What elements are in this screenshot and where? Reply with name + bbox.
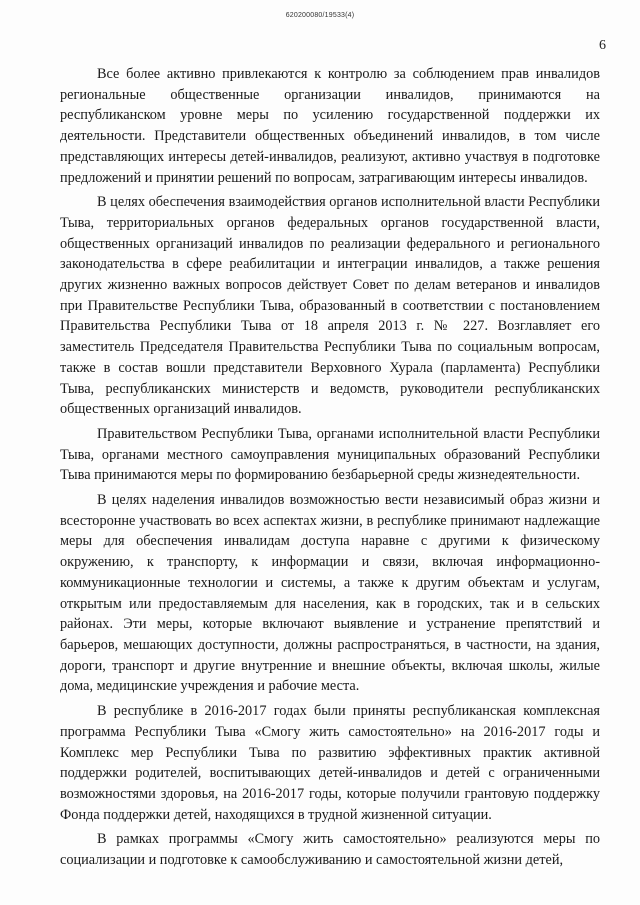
page-number: 6	[599, 38, 606, 53]
paragraph: В целях наделения инвалидов возможностью вести независимый образ жизни и всесторонне участвовать во всех аспектах жизни, в республике принимают надлежащие меры для обеспечения инвалидам доступа наравне с другими к физическому окружению, к транспорту, к информации и связи, включая информационно-коммуникационные технологии и системы, а также к другим объектам и услугам, открытым или предоставляемым для населения, как в городских, так и в сельских районах. Эти меры, которые включают выявление и устранение препятствий и барьеров, мешающих доступности, должны распространяться, в частности, на здания, дороги, транспорт и другие внутренние и внешние объекты, включая школы, жилые дома, медицинские учреждения и рабочие места.	[60, 492, 600, 695]
paragraph: В республике в 2016-2017 годах были приняты республиканская комплексная программа Республики Тыва «Смогу жить самостоятельно» на 2016-2017 годы и Комплекс мер Республики Тыва по развитию эффективных практик активной поддержки родителей, воспитывающих детей-инвалидов и детей с ограниченными возможностями здоровья, на 2016-2017 годы, которые получили грантовую поддержку Фонда поддержки детей, находящихся в трудной жизненной ситуации.	[60, 703, 600, 823]
paragraph: В рамках программы «Смогу жить самостоятельно» реализуются меры по социализации и подготовке к самообслуживанию и самостоятельной жизни детей,	[60, 831, 600, 869]
paragraph: В целях обеспечения взаимодействия органов исполнительной власти Республики Тыва, территориальных органов федеральных органов государственной власти, общественных организаций инвалидов по реализации федерального и регионального законодательства в сфере реабилитации и интеграции инвалидов, а также решения других жизненно важных вопросов действует Совет по делам ветеранов и инвалидов при Правительстве Республики Тыва, образованный в соответствии с постановлением Правительства Республики Тыва от 18 апреля 2013 г. № 227. Возглавляет его заместитель Председателя Правительства Республики Тыва по социальным вопросам, также в состав вошли представители Верховного Хурала (парламента) Республики Тыва, республиканских министерств и ведомств, руководители республиканских общественных организаций инвалидов.	[60, 194, 600, 418]
paragraph: Все более активно привлекаются к контролю за соблюдением прав инвалидов региональные общественные организации инвалидов, принимаются на республиканском уровне меры по усилению государственной поддержки их деятельности. Представители общественных объединений инвалидов, в том числе представляющих интересы детей-инвалидов, реализуют, активно участвуя в подготовке предложений и принятии решений по вопросам, затрагивающим интересы инвалидов.	[60, 66, 600, 186]
document-body	[60, 64, 600, 875]
paragraph: Правительством Республики Тыва, органами исполнительной власти Республики Тыва, органами местного самоуправления муниципальных образований Республики Тыва принимаются меры по формированию безбарьерной среды жизнедеятельности.	[60, 425, 600, 484]
document-code: 620200080/19533(4)	[285, 12, 355, 19]
